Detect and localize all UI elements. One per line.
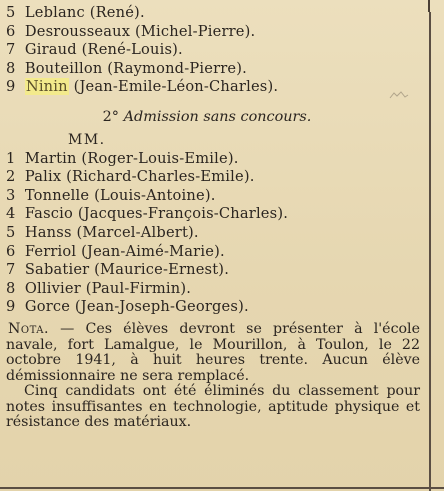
- list-item: 6 Desrousseaux (Michel-Pierre).: [6, 22, 256, 40]
- salutation: MM.: [68, 131, 106, 148]
- nota-paragraph: [6, 322, 420, 384]
- candidate-name: Gorce (Jean-Joseph-Georges).: [24, 298, 249, 316]
- second-list: [6, 150, 424, 317]
- section-ordinal: 2°: [102, 108, 120, 125]
- highlighted-surname: Ninin: [25, 78, 68, 96]
- candidate-given-names: (Jean-Emile-Léon-Charles).: [68, 78, 279, 96]
- list-item: 7 Sabatier (Maurice-Ernest).: [6, 261, 230, 279]
- candidate-name: Ferriol (Jean-Aimé-Marie).: [24, 242, 225, 260]
- list-item: 4 Fascio (Jacques-François-Charles).: [6, 205, 289, 223]
- list-item: 6 Ferriol (Jean-Aimé-Marie).: [6, 242, 225, 260]
- column-rule-top: [428, 0, 430, 12]
- section-title: Admission sans concours.: [123, 108, 312, 125]
- column-rule-right: [429, 12, 431, 491]
- article-column: [6, 4, 424, 431]
- nota-label: Nota.: [8, 320, 49, 337]
- candidate-name: Giraud (René-Louis).: [24, 41, 183, 59]
- list-item: 1 Martin (Roger-Louis-Emile).: [6, 149, 239, 167]
- candidate-name: Tonnelle (Louis-Antoine).: [24, 186, 216, 204]
- candidate-name: Palix (Richard-Charles-Emile).: [24, 168, 255, 186]
- elimination-paragraph: Cinq candidats ont été éliminés du classement pour notes insuffisantes en technologie, aptitude physique et résistance des matériaux.: [6, 383, 420, 431]
- candidate-name: Sabatier (Maurice-Ernest).: [24, 261, 230, 279]
- candidate-name: Martin (Roger-Louis-Emile).: [24, 149, 239, 167]
- list-item: 7 Giraud (René-Louis).: [6, 41, 183, 59]
- candidate-name: Desrousseaux (Michel-Pierre).: [24, 22, 256, 40]
- candidate-name: Fascio (Jacques-François-Charles).: [24, 205, 289, 223]
- nota-block: [6, 322, 420, 431]
- list-item: 8 Bouteillon (Raymond-Pierre).: [6, 59, 247, 77]
- list-item: 9 Ninin (Jean-Emile-Léon-Charles).: [6, 78, 279, 96]
- candidate-name: Leblanc (René).: [24, 4, 145, 21]
- list-item: 3 Tonnelle (Louis-Antoine).: [6, 186, 216, 204]
- section-heading: [6, 107, 424, 127]
- candidate-name: Ollivier (Paul-Firmin).: [24, 279, 192, 297]
- nota-text: — Ces élèves devront se présenter à l'école navale, fort Lamalgue, le Mourillon, à Toulon, le 22 octobre 1941, à huit heures trente. Aucun élève démissionnaire ne sera remplacé.: [6, 320, 420, 384]
- column-rule-bottom: [0, 487, 444, 489]
- candidate-name: Bouteillon (Raymond-Pierre).: [24, 59, 247, 77]
- first-list: [6, 4, 424, 97]
- list-item: 9 Gorce (Jean-Joseph-Georges).: [6, 298, 249, 316]
- candidate-name: Hanss (Marcel-Albert).: [24, 223, 199, 241]
- list-item: 5 Leblanc (René).: [6, 4, 145, 21]
- list-item: 2 Palix (Richard-Charles-Emile).: [6, 168, 255, 186]
- list-item: 5 Hanss (Marcel-Albert).: [6, 223, 199, 241]
- list-item: 8 Ollivier (Paul-Firmin).: [6, 279, 192, 297]
